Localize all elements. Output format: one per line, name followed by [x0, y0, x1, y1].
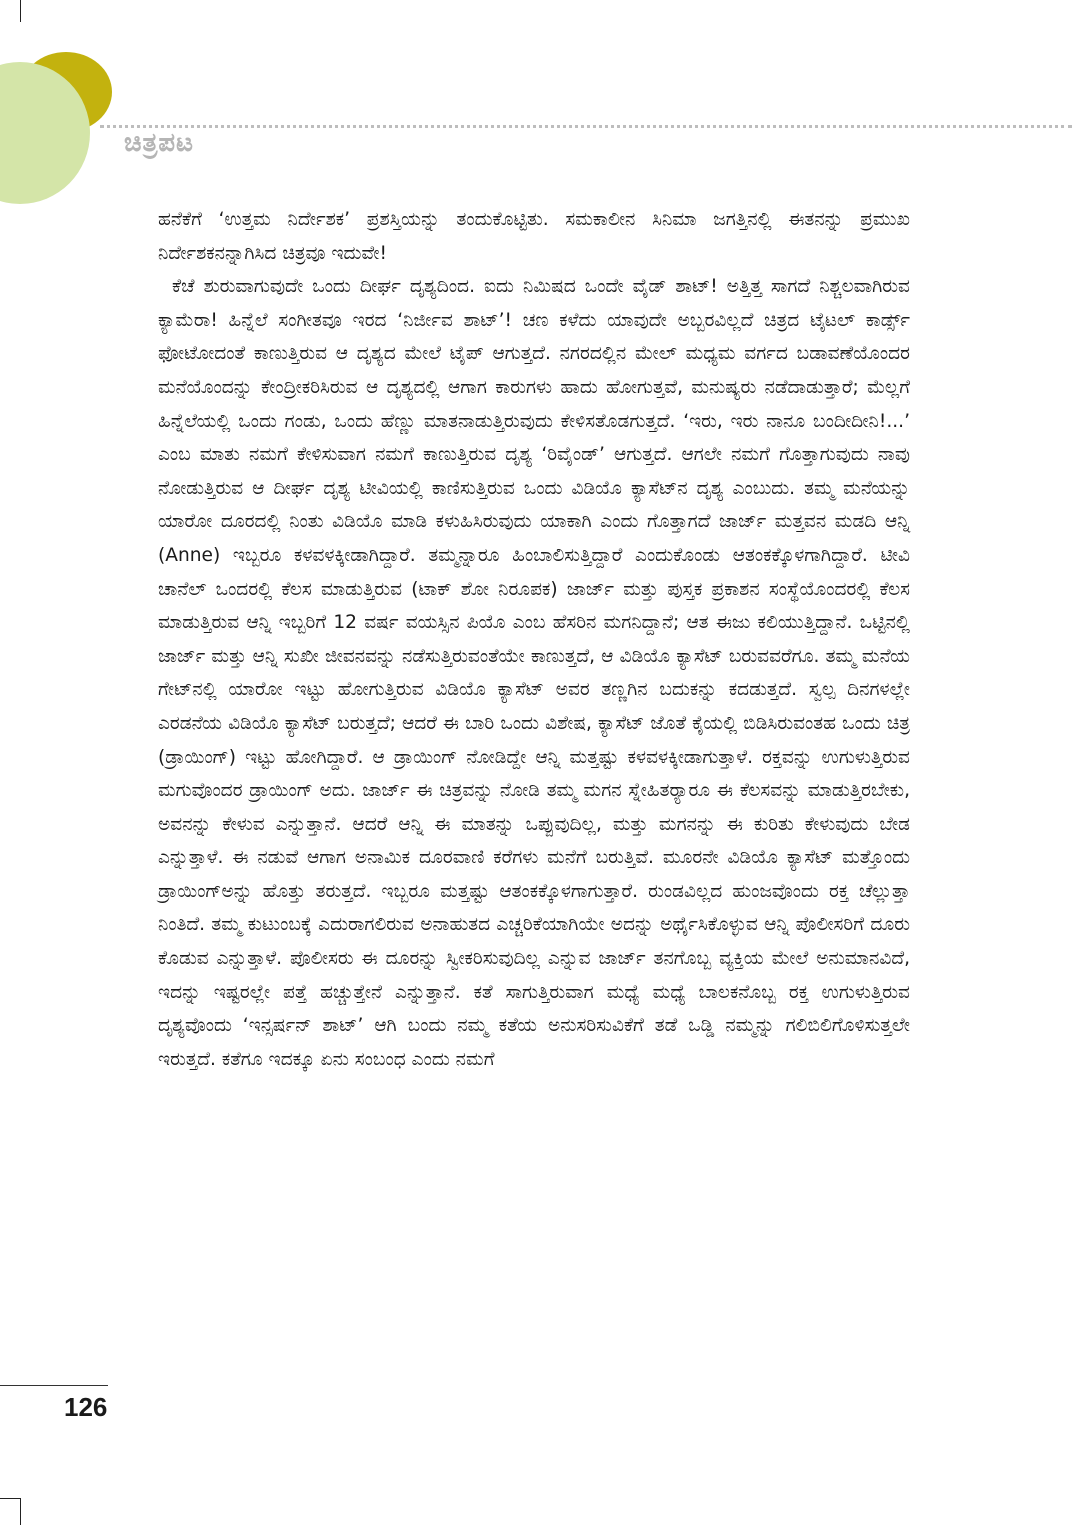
- crop-mark-bottom-left-h: [0, 1498, 20, 1499]
- section-title: ಚಿತ್ರಪಟ: [124, 128, 194, 158]
- paragraph: ಕೆಚೆ ಶುರುವಾಗುವುದೇ ಒಂದು ದೀರ್ಘ ದೃಶ್ಯದಿಂದ. ಐದು ನಿಮಿಷದ ಒಂದೇ ವೈಡ್ ಶಾಟ್! ಅತ್ತಿತ್ತ ಸಾಗದೆ ನಿಶ್ಚಲವಾಗಿರುವ ಕ್ಯಾಮೆರಾ! ಹಿನ್ನೆಲೆ ಸಂಗೀತವೂ ಇರದ ‘ನಿರ್ಜೀವ ಶಾಟ್’! ಚಣ ಕಳೆದು ಯಾವುದೇ ಅಬ್ಬರವಿಲ್ಲದೆ ಚಿತ್ರದ ಟೈಟಲ್ ಕಾರ್ಡ್ಸ್ ಫೋಟೋದಂತೆ ಕಾಣುತ್ತಿರುವ ಆ ದೃಶ್ಯದ ಮೇಲೆ ಟೈಪ್ ಆಗುತ್ತದೆ. ನಗರದಲ್ಲಿನ ಮೇಲ್ ಮಧ್ಯಮ ವರ್ಗದ ಬಡಾವಣೆಯೊಂದರ ಮನೆಯೊಂದನ್ನು ಕೇಂದ್ರೀಕರಿಸಿರುವ ಆ ದೃಶ್ಯದಲ್ಲಿ ಆಗಾಗ ಕಾರುಗಳು ಹಾದು ಹೋಗುತ್ತವೆ, ಮನುಷ್ಯರು ನಡೆದಾಡುತ್ತಾರೆ; ಮೆಲ್ಲಗೆ ಹಿನ್ನೆಲೆಯಲ್ಲಿ ಒಂದು ಗಂಡು, ಒಂದು ಹೆಣ್ಣು ಮಾತನಾಡುತ್ತಿರುವುದು ಕೇಳಿಸತೊಡಗುತ್ತದೆ. ‘ಇರು, ಇರು ನಾನೂ ಬಂದೀದೀನಿ!...’ ಎಂಬ ಮಾತು ನಮಗೆ ಕೇಳಿಸುವಾಗ ನಮಗೆ ಕಾಣುತ್ತಿರುವ ದೃಶ್ಯ ‘ರಿವೈಂಡ್’ ಆಗುತ್ತದೆ. ಆಗಲೇ ನಮಗೆ ಗೊತ್ತಾಗುವುದು ನಾವು ನೋಡುತ್ತಿರುವ ಆ ದೀರ್ಘ ದೃಶ್ಯ ಟೀವಿಯಲ್ಲಿ ಕಾಣಿಸುತ್ತಿರುವ ಒಂದು ವಿಡಿಯೊ ಕ್ಯಾಸೆಟ್‌ನ ದೃಶ್ಯ ಎಂಬುದು. ತಮ್ಮ ಮನೆಯನ್ನು ಯಾರೋ ದೂರದಲ್ಲಿ ನಿಂತು ವಿಡಿಯೊ ಮಾಡಿ ಕಳುಹಿಸಿರುವುದು ಯಾಕಾಗಿ ಎಂದು ಗೊತ್ತಾಗದೆ ಜಾರ್ಜ್ ಮತ್ತವನ ಮಡದಿ ಆನ್ನಿ (Anne) ಇಬ್ಬರೂ ಕಳವಳಕ್ಕೀಡಾಗಿದ್ದಾರೆ. ತಮ್ಮನ್ನಾರೂ ಹಿಂಬಾಲಿಸುತ್ತಿದ್ದಾರೆ ಎಂದುಕೊಂಡು ಆತಂಕಕ್ಕೊಳಗಾಗಿದ್ದಾರೆ. ಟೀವಿ ಚಾನೆಲ್ ಒಂದರಲ್ಲಿ ಕೆಲಸ ಮಾಡುತ್ತಿರುವ (ಟಾಕ್ ಶೋ ನಿರೂಪಕ) ಜಾರ್ಜ್ ಮತ್ತು ಪುಸ್ತಕ ಪ್ರಕಾಶನ ಸಂಸ್ಥೆಯೊಂದರಲ್ಲಿ ಕೆಲಸ ಮಾಡುತ್ತಿರುವ ಆನ್ನಿ ಇಬ್ಬರಿಗೆ 12 ವರ್ಷ ವಯಸ್ಸಿನ ಪಿಯೊ ಎಂಬ ಹೆಸರಿನ ಮಗನಿದ್ದಾನೆ; ಆತ ಈಜು ಕಲಿಯುತ್ತಿದ್ದಾನೆ. ಒಟ್ಟಿನಲ್ಲಿ ಜಾರ್ಜ್ ಮತ್ತು ಆನ್ನಿ ಸುಖೀ ಜೀವನವನ್ನು ನಡೆಸುತ್ತಿರುವಂತೆಯೇ ಕಾಣುತ್ತದೆ, ಆ ವಿಡಿಯೊ ಕ್ಯಾಸೆಟ್ ಬರುವವರೆಗೂ. ತಮ್ಮ ಮನೆಯ ಗೇಟ್‌ನಲ್ಲಿ ಯಾರೋ ಇಟ್ಟು ಹೋಗುತ್ತಿರುವ ವಿಡಿಯೊ ಕ್ಯಾಸೆಟ್ ಅವರ ತಣ್ಣಗಿನ ಬದುಕನ್ನು ಕದಡುತ್ತದೆ. ಸ್ವಲ್ಪ ದಿನಗಳಲ್ಲೇ ಎರಡನೆಯ ವಿಡಿಯೊ ಕ್ಯಾಸೆಟ್ ಬರುತ್ತದೆ; ಆದರೆ ಈ ಬಾರಿ ಒಂದು ವಿಶೇಷ, ಕ್ಯಾಸೆಟ್ ಜೊತೆ ಕೈಯಲ್ಲಿ ಬಿಡಿಸಿರುವಂತಹ ಒಂದು ಚಿತ್ರ (ಡ್ರಾಯಿಂಗ್) ಇಟ್ಟು ಹೋಗಿದ್ದಾರೆ. ಆ ಡ್ರಾಯಿಂಗ್ ನೋಡಿದ್ದೇ ಆನ್ನಿ ಮತ್ತಷ್ಟು ಕಳವಳಕ್ಕೀಡಾಗುತ್ತಾಳೆ. ರಕ್ತವನ್ನು ಉಗುಳುತ್ತಿರುವ ಮಗುವೊಂದರ ಡ್ರಾಯಿಂಗ್ ಅದು. ಜಾರ್ಜ್ ಈ ಚಿತ್ರವನ್ನು ನೋಡಿ ತಮ್ಮ ಮಗನ ಸ್ನೇಹಿತರ್‍ಯಾರೂ ಈ ಕೆಲಸವನ್ನು ಮಾಡುತ್ತಿರಬೇಕು, ಅವನನ್ನು ಕೇಳುವ ಎನ್ನುತ್ತಾನೆ. ಆದರೆ ಆನ್ನಿ ಈ ಮಾತನ್ನು ಒಪ್ಪುವುದಿಲ್ಲ, ಮತ್ತು ಮಗನನ್ನು ಈ ಕುರಿತು ಕೇಳುವುದು ಬೇಡ ಎನ್ನುತ್ತಾಳೆ. ಈ ನಡುವೆ ಆಗಾಗ ಅನಾಮಿಕ ದೂರವಾಣಿ ಕರೆಗಳು ಮನೆಗೆ ಬರುತ್ತಿವೆ. ಮೂರನೇ ವಿಡಿಯೊ ಕ್ಯಾಸೆಟ್ ಮತ್ತೊಂದು ಡ್ರಾಯಿಂಗ್‌ಅನ್ನು ಹೊತ್ತು ತರುತ್ತದೆ. ಇಬ್ಬರೂ ಮತ್ತಷ್ಟು ಆತಂಕಕ್ಕೊಳಗಾಗುತ್ತಾರೆ. ರುಂಡವಿಲ್ಲದ ಹುಂಜವೊಂದು ರಕ್ತ ಚೆಲ್ಲುತ್ತಾ ನಿಂತಿದೆ. ತಮ್ಮ ಕುಟುಂಬಕ್ಕೆ ಎದುರಾಗಲಿರುವ ಅನಾಹುತದ ಎಚ್ಚರಿಕೆಯಾಗಿಯೇ ಅದನ್ನು ಅರ್ಥೈಸಿಕೊಳ್ಳುವ ಆನ್ನಿ ಪೊಲೀಸರಿಗೆ ದೂರು ಕೊಡುವ ಎನ್ನುತ್ತಾಳೆ. ಪೊಲೀಸರು ಈ ದೂರನ್ನು ಸ್ವೀಕರಿಸುವುದಿಲ್ಲ ಎನ್ನುವ ಜಾರ್ಜ್ ತನಗೊಬ್ಬ ವ್ಯಕ್ತಿಯ ಮೇಲೆ ಅನುಮಾನವಿದೆ, ಇದನ್ನು ಇಷ್ಟರಲ್ಲೇ ಪತ್ತೆ ಹಚ್ಚುತ್ತೇನೆ ಎನ್ನುತ್ತಾನೆ. ಕತೆ ಸಾಗುತ್ತಿರುವಾಗ ಮಧ್ಯೆ ಮಧ್ಯೆ ಬಾಲಕನೊಬ್ಬ ರಕ್ತ ಉಗುಳುತ್ತಿರುವ ದೃಶ್ಯವೊಂದು ‘ಇನ್ಸರ್ಷನ್ ಶಾಟ್’ ಆಗಿ ಬಂದು ನಮ್ಮ ಕತೆಯ ಅನುಸರಿಸುವಿಕೆಗೆ ತಡೆ ಒಡ್ಡಿ ನಮ್ಮನ್ನು ಗಲಿಬಿಲಿಗೊಳಿಸುತ್ತಲೇ ಇರುತ್ತದೆ. ಕತೆಗೂ ಇದಕ್ಕೂ ಏನು ಸಂಬಂಧ ಎಂದು ನಮಗೆ: [158, 276, 910, 1070]
- crop-mark-bottom-left: [20, 1498, 21, 1525]
- article-body: [158, 203, 910, 1076]
- paragraph: ಹನೆಕೆಗೆ ‘ಉತ್ತಮ ನಿರ್ದೇಶಕ’ ಪ್ರಶಸ್ತಿಯನ್ನು ತಂದುಕೊಟ್ಟಿತು. ಸಮಕಾಲೀನ ಸಿನಿಮಾ ಜಗತ್ತಿನಲ್ಲಿ ಈತನನ್ನು ಪ್ರಮುಖ ನಿರ್ದೇಶಕನನ್ನಾಗಿಸಿದ ಚಿತ್ರವೂ ಇದುವೇ!: [158, 209, 910, 264]
- crop-mark-top-left: [20, 0, 21, 22]
- page-number: 126: [64, 1392, 108, 1422]
- header-dotted-rule: [100, 125, 1072, 128]
- footer-rule: [0, 1385, 108, 1386]
